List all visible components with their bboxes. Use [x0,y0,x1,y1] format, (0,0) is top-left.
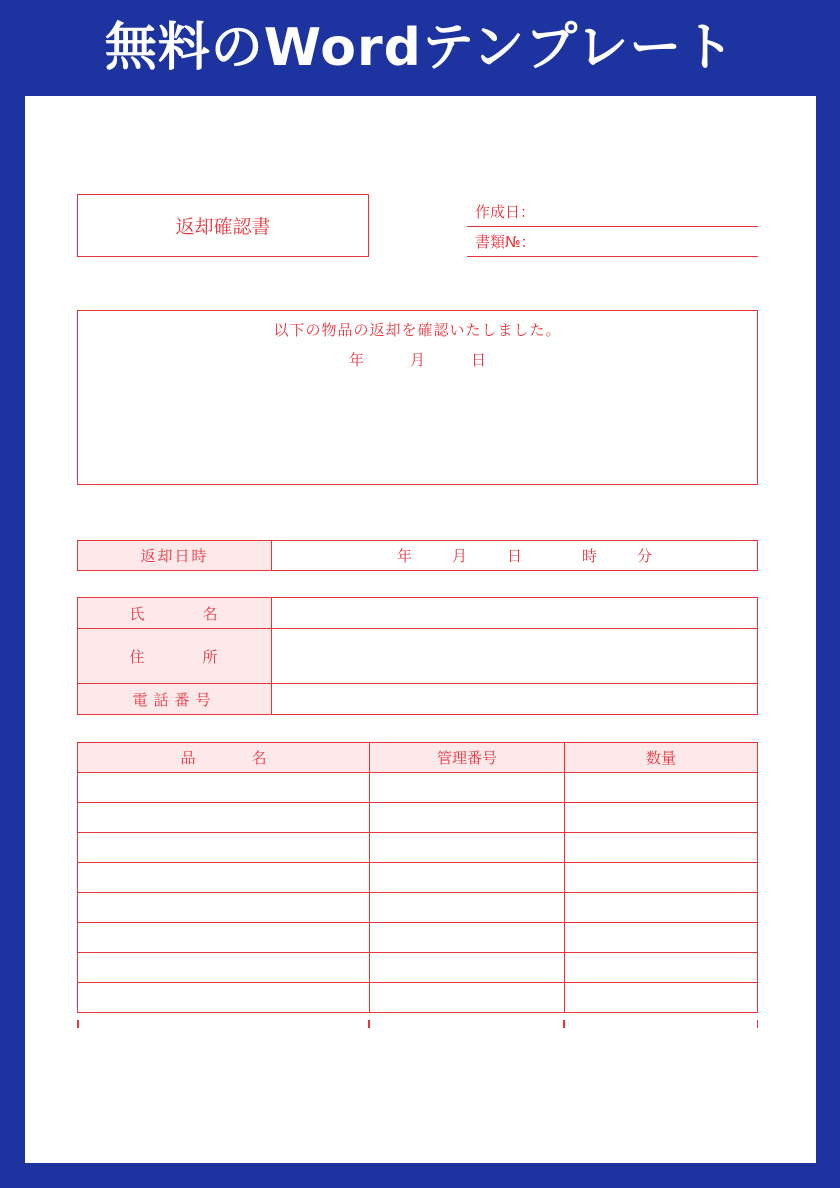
quantity-cell[interactable] [565,803,758,833]
return-datetime-label: 返却日時 [78,541,272,571]
table-row [78,863,758,893]
item-name-cell[interactable] [78,863,370,893]
management-number-cell[interactable] [370,863,565,893]
item-name-cell[interactable] [78,773,370,803]
rd-month: 月 [451,547,467,565]
confirmation-text: 以下の物品の返却を確認いたしました。 [273,321,562,339]
quantity-cell[interactable] [565,923,758,953]
rd-minute: 分 [637,547,653,565]
management-number-cell[interactable] [370,773,565,803]
table-row [78,923,758,953]
management-number-cell[interactable] [370,833,565,863]
table-row [78,833,758,863]
table-row [78,953,758,983]
name-field[interactable] [272,598,758,629]
quantity-cell[interactable] [565,953,758,983]
document-sheet [25,96,816,1163]
management-number-cell[interactable] [370,923,565,953]
year-label: 年 [348,351,364,369]
confirmation-date [78,349,757,370]
col-item-name-part1: 品 [180,749,196,767]
created-date-line [467,197,758,227]
management-number-cell[interactable] [370,953,565,983]
item-name-cell[interactable] [78,923,370,953]
rd-day: 日 [506,547,522,565]
banner-title: 無料のWordテンプレート [104,18,736,78]
address-label-part2: 所 [202,647,220,666]
name-label-part1: 氏 [129,604,147,623]
quantity-cell[interactable] [565,893,758,923]
item-name-cell[interactable] [78,893,370,923]
col-item-name-part2: 名 [251,749,267,767]
table-row [78,803,758,833]
item-name-cell[interactable] [78,953,370,983]
col-management-number: 管理番号 [370,743,565,773]
name-label-part2: 名 [202,604,220,623]
table-row [78,773,758,803]
phone-label: 電話番号 [78,684,272,715]
item-name-cell[interactable] [78,833,370,863]
created-date-label: 作成日： [475,203,536,221]
doc-number-line [467,227,758,257]
table-row [78,893,758,923]
month-label: 月 [409,351,425,369]
management-number-cell[interactable] [370,983,565,1013]
quantity-cell[interactable] [565,983,758,1013]
item-name-cell[interactable] [78,983,370,1013]
quantity-cell[interactable] [565,863,758,893]
table-row [78,983,758,1013]
confirmation-box [77,310,758,485]
table-cutoff [77,1020,758,1028]
col-item-name [78,743,370,773]
items-table [77,742,758,1013]
doc-number-label: 書類№： [475,233,536,251]
person-info-table [77,597,758,715]
address-label-part1: 住 [129,647,147,666]
phone-field[interactable] [272,684,758,715]
return-datetime-table [77,540,758,571]
quantity-cell[interactable] [565,833,758,863]
rd-year: 年 [396,547,412,565]
rd-hour: 時 [582,547,598,565]
col-quantity: 数量 [565,743,758,773]
item-name-cell[interactable] [78,803,370,833]
address-field[interactable] [272,629,758,684]
quantity-cell[interactable] [565,773,758,803]
management-number-cell[interactable] [370,803,565,833]
form-title: 返却確認書 [77,194,369,257]
day-label: 日 [471,351,487,369]
name-label [78,598,272,629]
management-number-cell[interactable] [370,893,565,923]
address-label [78,629,272,684]
return-datetime-field[interactable] [272,541,758,571]
